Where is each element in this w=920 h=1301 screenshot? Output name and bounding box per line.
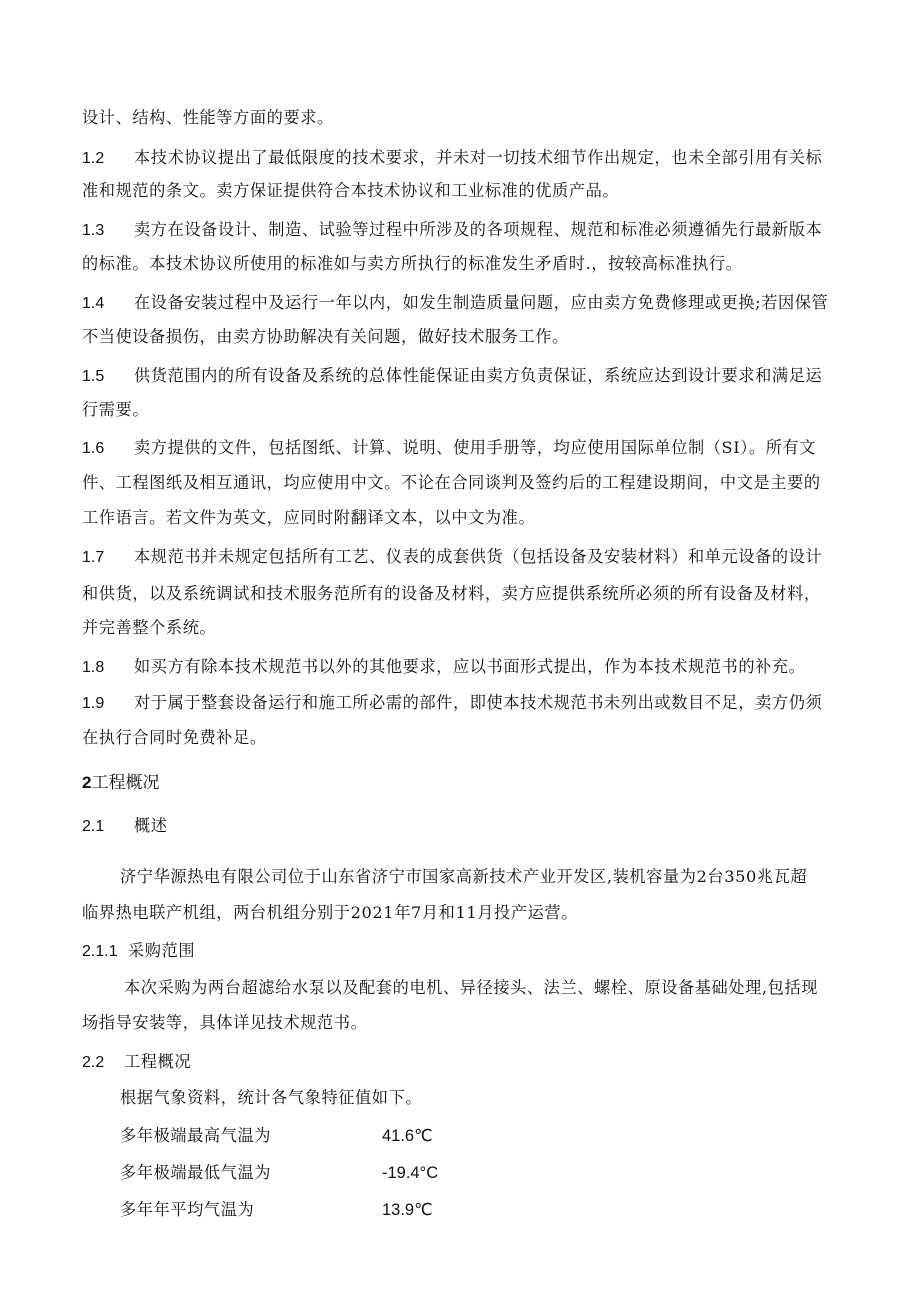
clause-1-2-line-2: 准和规范的条文。卖方保证提供符合本技术协议和工业标准的优质产品。 bbox=[82, 181, 620, 200]
clause-1-9-line-1: 1.9 对于属于整套设备运行和施工所必需的部件，即使本技术规范书未列出或数目不足，卖方仍须 bbox=[82, 692, 822, 715]
clause-1-5-line-2: 行需要。 bbox=[82, 400, 150, 419]
climate-label-max: 多年极端最高气温为 bbox=[120, 1126, 272, 1145]
clause-1-7-line-3: 并完善整个系统。 bbox=[82, 618, 217, 637]
clause-1-6-line-2: 件、工程图纸及相互通讯，均应使用中文。不论在合同谈判及签约后的工程建设期间，中文是主要的 bbox=[82, 473, 821, 492]
clause-number: 1.6 bbox=[82, 440, 105, 457]
subsection-title: 工程概况 bbox=[124, 1052, 192, 1071]
section-2-heading bbox=[82, 771, 159, 795]
subsection-number: 2.2 bbox=[82, 1054, 105, 1071]
overview-line-1: 济宁华源热电有限公司位于山东省济宁市国家高新技术产业开发区,装机容量为2台350兆瓦超 bbox=[120, 867, 808, 886]
clause-1-4-line-1: 1.4 在设备安装过程中及运行一年以内，如发生制造质量问题，应由卖方免费修理或更换;若因保管 bbox=[82, 292, 828, 315]
clause-1-6-line-3: 工作语言。若文件为英文，应同时附翻译文本，以中文为准。 bbox=[82, 508, 536, 527]
climate-value-avg: 13.9℃ bbox=[382, 1201, 433, 1219]
scope-line-2: 场指导安装等，具体详见技术规范书。 bbox=[82, 1013, 368, 1032]
clause-1-3-line-2: 的标准。本技术协议所使用的标准如与卖方所执行的标准发生矛盾时.，按较高标准执行。 bbox=[82, 254, 743, 273]
clause-1-7-line-2: 和供货，以及系统调试和技术服务范所有的设备及材料，卖方应提供系统所必须的所有设备及材料， bbox=[82, 584, 821, 603]
section-title: 工程概况 bbox=[91, 773, 160, 793]
climate-intro: 根据气象资料，统计各气象特征值如下。 bbox=[120, 1088, 423, 1107]
subsection-2-1-heading bbox=[82, 815, 168, 838]
clause-1-4-line-2: 不当使设备损伤，由卖方协助解决有关问题，做好技术服务工作。 bbox=[82, 327, 569, 346]
subsection-title: 采购范围 bbox=[128, 941, 196, 960]
scope-line-1: 本次采购为两台超滤给水泵以及配套的电机、异径接头、法兰、螺栓、原设备基础处理,包括现 bbox=[124, 978, 819, 997]
clause-1-3-line-1: 1.3 卖方在设备设计、制造、试验等过程中所涉及的各项规程、规范和标准必须遵循先行最新版本 bbox=[82, 219, 822, 242]
clause-number: 1.3 bbox=[82, 222, 105, 239]
climate-label-min: 多年极端最低气温为 bbox=[120, 1163, 272, 1182]
clause-1-8-line-1: 1.8 如买方有除本技术规范书以外的其他要求，应以书面形式提出，作为本技术规范书的补充。 bbox=[82, 656, 806, 679]
section-number: 2 bbox=[82, 773, 92, 792]
clause-number: 1.9 bbox=[82, 695, 105, 712]
intro-tail: 设计、结构、性能等方面的要求。 bbox=[82, 108, 334, 127]
clause-number: 1.2 bbox=[82, 150, 105, 167]
subsection-number: 2.1.1 bbox=[82, 943, 118, 960]
climate-value-min: -19.4°C bbox=[382, 1164, 439, 1182]
clause-1-9-line-2: 在执行合同时免费补足。 bbox=[82, 728, 267, 747]
clause-1-5-line-1: 1.5 供货范围内的所有设备及系统的总体性能保证由卖方负责保证，系统应达到设计要求和满足运 bbox=[82, 365, 822, 388]
clause-number: 1.5 bbox=[82, 368, 105, 385]
subsection-title: 概述 bbox=[134, 816, 168, 835]
clause-number: 1.4 bbox=[82, 295, 105, 312]
clause-1-7-line-1: 1.7 本规范书并未规定包括所有工艺、仪表的成套供货（包括设备及安装材料）和单元设备的设计 bbox=[82, 546, 822, 569]
overview-line-2: 临界热电联产机组，两台机组分别于2021年7月和11月投产运营。 bbox=[82, 903, 578, 922]
clause-1-6-line-1: 1.6 卖方提供的文件，包括图纸、计算、说明、使用手册等，均应使用国际单位制（SI）。所有文 bbox=[82, 437, 816, 460]
subsection-2-1-1-heading bbox=[82, 940, 195, 963]
climate-label-avg: 多年年平均气温为 bbox=[120, 1200, 255, 1219]
subsection-2-2-heading bbox=[82, 1051, 191, 1074]
clause-number: 1.7 bbox=[82, 549, 105, 566]
clause-1-2-line-1: 1.2 本技术协议提出了最低限度的技术要求，并未对一切技术细节作出规定，也未全部引用有关标 bbox=[82, 147, 822, 170]
climate-value-max: 41.6℃ bbox=[382, 1127, 433, 1145]
subsection-number: 2.1 bbox=[82, 818, 105, 835]
clause-number: 1.8 bbox=[82, 659, 105, 676]
